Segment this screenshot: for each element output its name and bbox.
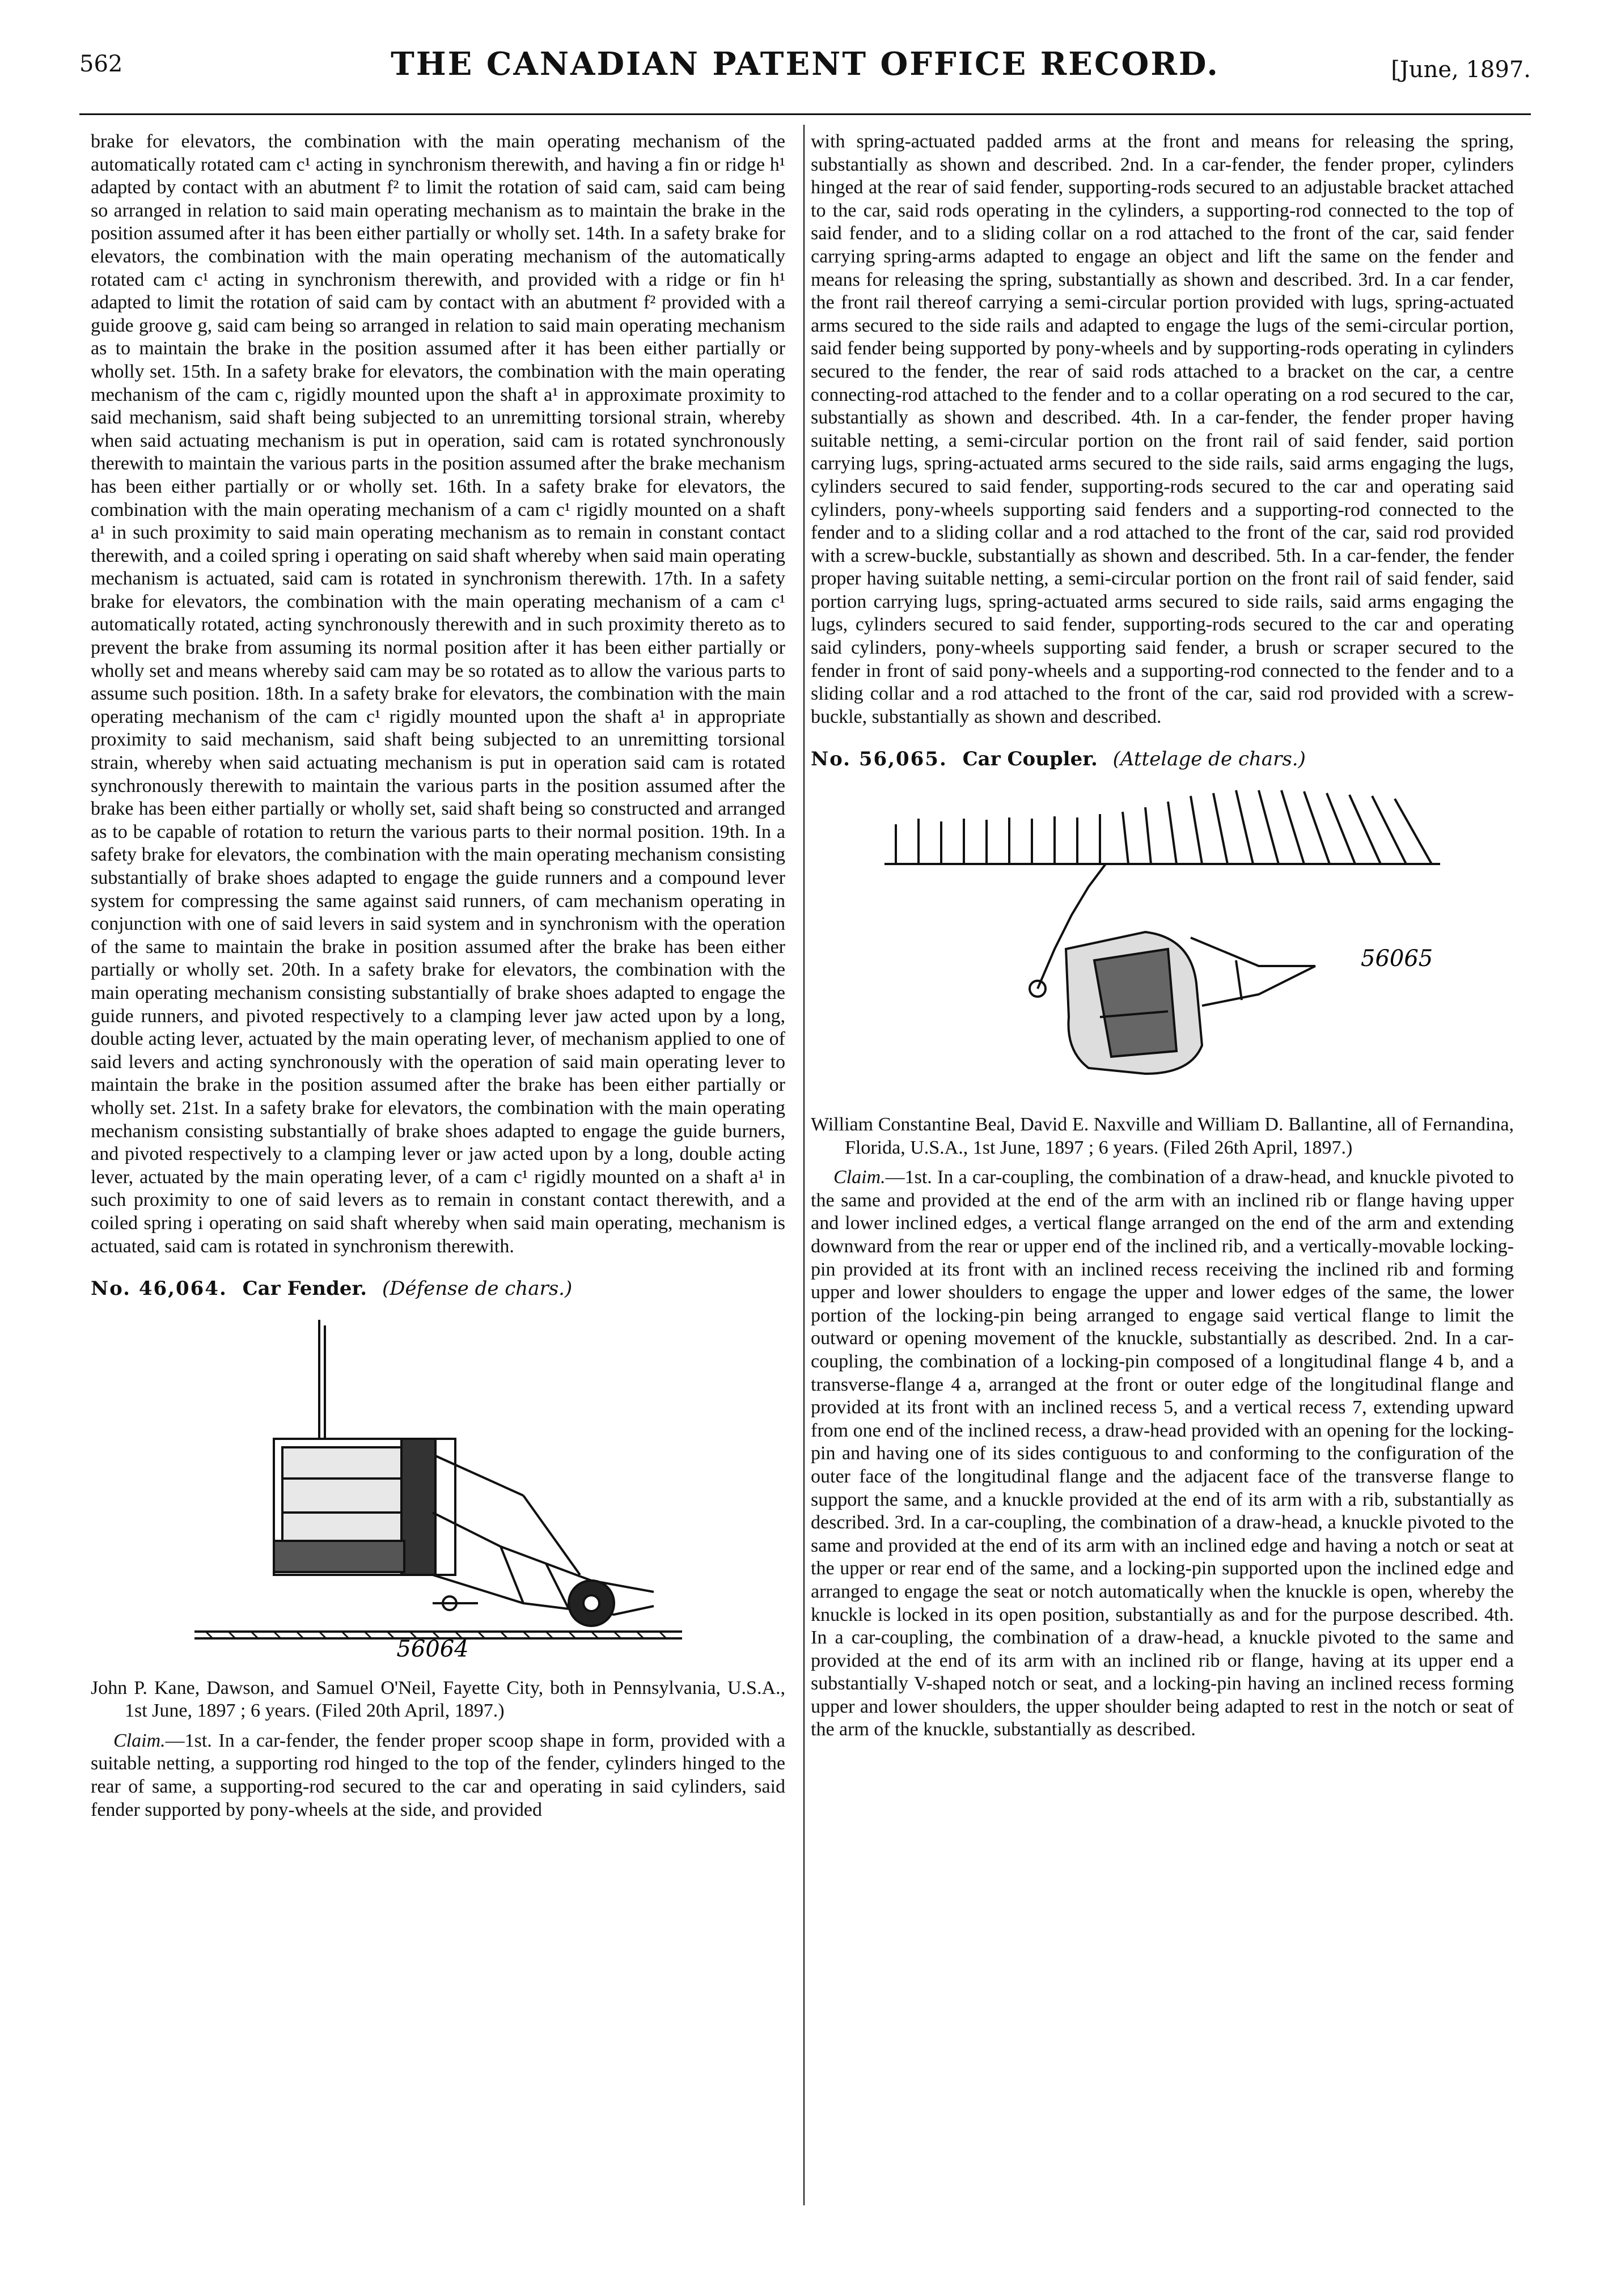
page-header	[79, 45, 1531, 99]
column-divider	[803, 125, 805, 2205]
claim-text: —1st. In a car-fender, the fender proper scoop shape in form, provided with a suitable netting, a supporting rod hinged to the top of the fender, cylinders hinged to the rear of same, a supporting-rod secured to the car and operating in said cylinders, said fender supported by pony-wheels at the side, and provided	[91, 1730, 785, 1820]
claim-paragraph	[811, 1166, 1514, 1742]
patentee-byline: John P. Kane, Dawson, and Samuel O'Neil, Fayette City, both in Pennsylvania, U.S.A., 1st June, 1897 ; 6 years. (Filed 20th April, 1897.)	[91, 1677, 785, 1722]
patent-number: No. 46,064.	[91, 1277, 227, 1300]
continued-claims-text: brake for elevators, the combination with the main operating mechanism of the automatically rotated cam c¹ acting in synchronism therewith, and having a fin or ridge h¹ adapted by contact with an abutment f² to limit the rotation of said cam, said cam being so arranged in relation to said main operating mechanism as to maintain the brake in the position assumed after it has been either partially or wholly set. 14th. In a safety brake for elevators, the combination with the main operating mechanism of the automatically rotated cam c¹ acting in synchronism therewith, and provided with a ridge or fin h¹ adapted to limit the rotation of said cam by contact with an abutment f² provided with a guide groove g, said cam being so arranged in relation to said main operating mechanism as to maintain the brake in the position assumed after it has been either partially or wholly set. 15th. In a safety brake for elevators, the combination with the main operating mechanism of the cam c, rigidly mounted upon the shaft a¹ in approximate proximity to said mechanism, said shaft being subjected to an unremitting torsional strain, whereby when said actuating mechanism is put in operation, said cam is rotated synchronously therewith to maintain the various parts in the position assumed after the brake mechanism has been either partially or or wholly set. 16th. In a safety brake for elevators, the combination with the main operating mechanism of a cam c¹ rigidly mounted on a shaft a¹ in such proximity to said main operating mechanism as to remain in constant contact therewith, and a coiled spring i operating on said shaft whereby when said main operating mechanism is actuated, said cam is rotated in synchronism therewith. 17th. In a safety brake for elevators, the combination with the main operating mechanism of a cam c¹ automatically rotated, acting synchronously therewith and in such proximity thereto as to prevent the brake from assuming its normal position after it has been either partially or wholly set and means whereby said cam may be so rotated as to allow the various parts to assume such position. 18th. In a safety brake for elevators, the combination with the main operating mechanism of the cam c¹ rigidly mounted upon the shaft a¹ in appropriate proximity to said mechanism, said shaft being subjected to an unremitting torsional strain, whereby when said actuating mechanism is put in operation said cam is rotated synchronously therewith to maintain the various parts in the position assumed after the brake has been either partially or wholly set, said shaft being so constructed and arranged as to be capable of rotation to return the various parts to their normal position. 19th. In a safety brake for elevators, the combination with the main operating mechanism consisting substantially of brake shoes adapted to engage the guide runners and a compound lever system for compressing the same against said runners, of cam mechanism operating in conjunction with one of said levers in said system and in synchronism with the operation of the same to maintain the brake in position assumed after the brake has been either partially or wholly set. 20th. In a safety brake for elevators, the combination with the main operating mechanism consisting substantially of brake shoes adapted to engage the guide runners, and pivoted respectively to a clamping lever jaw acted upon by a long, double acting lever, actuated by the main operating lever, of mechanism applied to one of said levers and acting synchronously with the operation of said main operating lever to maintain the brake in the position assumed after the brake has been either partially or wholly set. 21st. In a safety brake for elevators, the combination with the main operating mechanism consisting substantially of brake shoes adapted to engage the guide burners, and pivoted respectively to a clamping lever or jaw acted upon by a long, double acting lever, actuated by the main operating lever, of a cam c¹ rigidly mounted on a shaft a¹ in such proximity to one of said levers as to remain in constant contact therewith, and a coiled spring i operating on said shaft whereby when said main operating, mechanism is actuated, said cam is rotated in synchronism therewith.	[91, 131, 785, 1257]
patent-title: Car Coupler.	[962, 748, 1098, 771]
claim-label: Claim.	[833, 1167, 886, 1188]
patent-number: No. 56,065.	[811, 748, 947, 771]
right-column	[811, 130, 1514, 1742]
left-column	[91, 130, 785, 1821]
patentee-byline: William Constantine Beal, David E. Naxville and William D. Ballantine, all of Fernandina, Florida, U.S.A., 1st June, 1897 ; 6 years. (Filed 26th April, 1897.)	[811, 1114, 1514, 1158]
figure-number-label: 56064	[396, 1636, 469, 1660]
claim-label: Claim.	[113, 1730, 166, 1751]
page-number: 562	[79, 51, 123, 77]
running-title: THE CANADIAN PATENT OFFICE RECORD.	[391, 45, 1220, 83]
figure-number-label: 56065	[1361, 946, 1433, 972]
patent-title-french: (Défense de chars.)	[382, 1277, 573, 1300]
patent-title: Car Fender.	[242, 1277, 367, 1300]
continued-claims-text: with spring-actuated padded arms at the front and means for releasing the spring, substantially as shown and described. 2nd. In a car-fender, the fender proper, cylinders hinged at the rear of said fender, supporting-rods secured to an adjustable bracket attached to the car, said rods operating in the cylinders, a supporting-rod connected to the top of said fender, and to a sliding collar on a rod attached to the front of the car, said fender carrying spring-arms adapted to engage an object and lift the same on the fender and means for releasing the spring, substantially as shown and described. 3rd. In a car fender, the front rail thereof carrying a semi-circular portion provided with lugs, spring-actuated arms secured to the side rails and adapted to engage the lugs of the semi-circular portion, said fender being supported by pony-wheels and by supporting-rods operating in cylinders secured to the fender, the rear of said rods attached to a bracket on the car, a centre connecting-rod attached to the fender and to a collar operating on a rod secured to the car, substantially as shown and described. 4th. In a car-fender, the fender proper having suitable netting, a semi-circular portion on the front rail of said fender, said portion carrying lugs, spring-actuated arms secured to the side rails, said arms engaging the lugs, cylinders secured to said fender, supporting-rods secured to the car and operating said cylinders, pony-wheels supporting said fenders and a supporting-rod connected to the fender and to a sliding collar and a rod attached to the front of the car, said rod provided with a screw-buckle, substantially as shown and described. 5th. In a car-fender, the fender proper having suitable netting, a semi-circular portion on the front rail of said fender, said portion carrying lugs, spring-actuated arms secured to side rails, said arms engaging the lugs, cylinders secured to said fender, supporting-rods secured to the car and operating said cylinders, pony-wheels supporting said fender, a brush or scraper secured to the fender in front of said pony-wheels and a supporting-rod connected to the fender and to a sliding collar and a rod attached to the front of the car, said rod provided with a screw-buckle, substantially as shown and described.	[811, 131, 1514, 727]
header-rule	[79, 113, 1531, 115]
car-coupler-drawing	[850, 779, 1474, 1096]
claim-text: —1st. In a car-coupling, the combination of a draw-head, and knuckle pivoted to the same and provided at the end of the arm with an inclined rib or flange having upper and lower inclined edges, a vertical flange arranged on the end of the arm and extending downward from the rear or upper end of the inclined rib, and a vertically-movable locking-pin provided at its front with an inclined recess receiving the inclined rib and forming upper and lower shoulders to engage the upper and lower edges of the same, the lower portion of the locking-pin being arranged to engage said vertical flange to limit the outward or opening movement of the knuckle, substantially as described. 2nd. In a car-coupling, the combination of a locking-pin composed of a longitudinal flange 4 b, and a transverse-flange 4 a, arranged at the front or outer edge of the longitudinal flange and provided at its front with an inclined recess 5, and a vertical recess 7, extending upward from one end of the inclined recess, a draw-head provided with an opening for the locking-pin and having one of its sides contiguous to and conforming to the configuration of the outer face of the longitudinal flange and the adjacent face of the transverse flange to support the same, and a knuckle provided at the end of its arm with a rib, substantially as described. 3rd. In a car-coupling, the combination of a draw-head, a knuckle pivoted to the same and provided at the end of its arm with an inclined edge and having a notch or seat at the upper or rear end of the same, and a locking-pin supported upon the inclined edge and arranged to engage the seat or notch automatically when the knuckle is open, whereby the knuckle is locked in its open position, substantially as and for the purpose described. 4th. In a car-coupling, the combination of a draw-head, a knuckle pivoted to the same and provided at the end of its arm with an inclined rib or flange, having at its upper end a substantially V-shaped notch or seat, and a locking-pin having an inclined recess forming upper and lower shoulders, the upper shoulder being adapted to rest in the notch or seat of the arm of the knuckle, substantially as described.	[811, 1167, 1514, 1740]
patent-title-french: (Attelage de chars.)	[1112, 748, 1306, 771]
issue-date: [June, 1897.	[1391, 57, 1531, 83]
car-fender-drawing	[183, 1308, 693, 1660]
patent-entry-heading	[91, 1277, 785, 1300]
claim-paragraph	[91, 1730, 785, 1821]
patent-entry-heading	[811, 748, 1514, 771]
